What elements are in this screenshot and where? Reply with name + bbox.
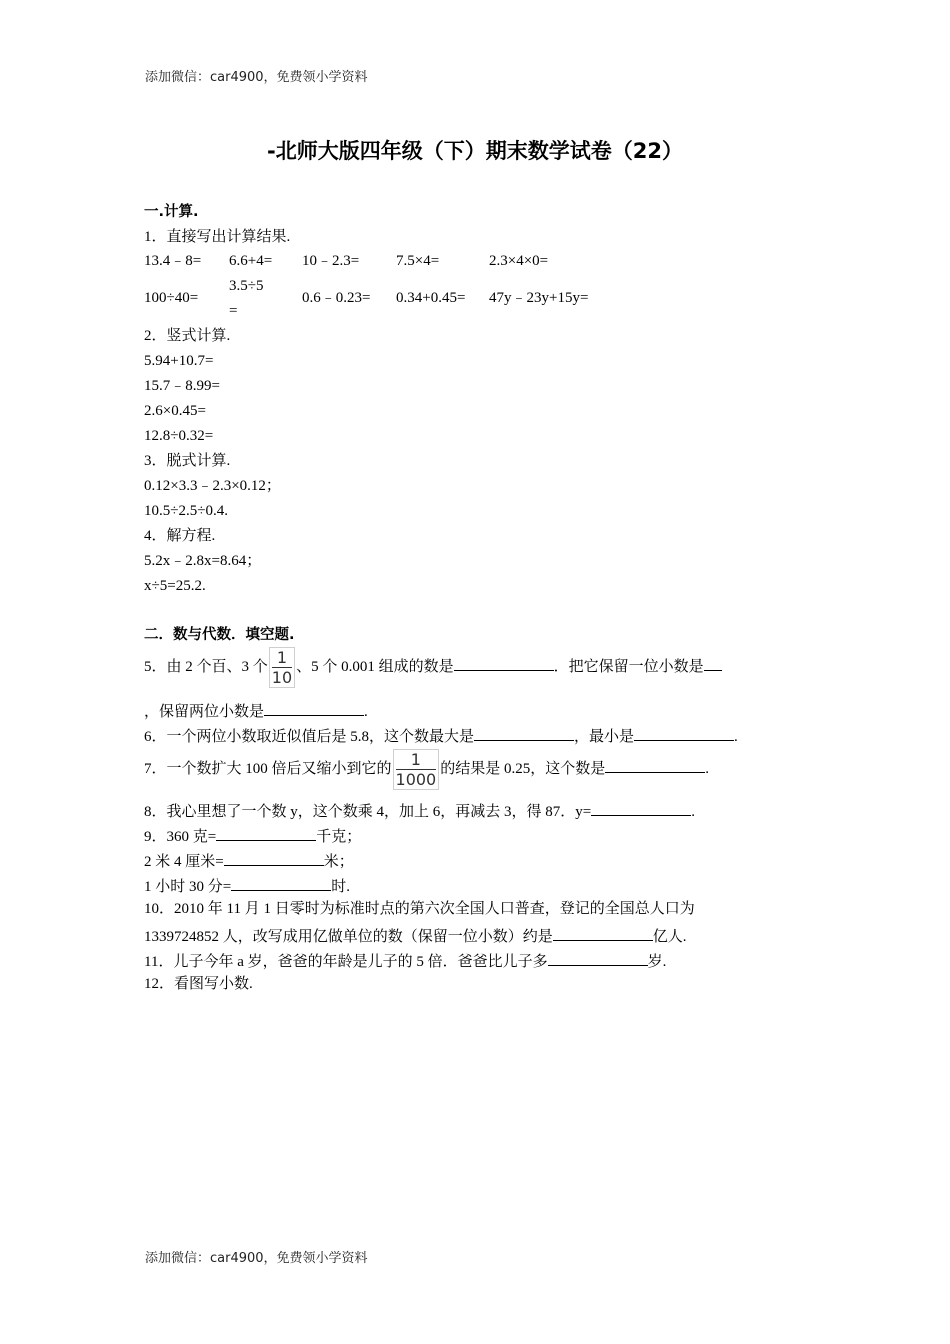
list-item: 5.2x﹣2.8x=8.64； [144, 553, 262, 569]
list-item: 0.12×3.3﹣2.3×0.12； [144, 478, 281, 494]
q5-text-d: ，保留两位小数是 [144, 704, 265, 720]
q7-text-b: 的结果是 0.25，这个数是 [440, 761, 606, 777]
q9-text-a: 9．360 克= [144, 829, 217, 845]
question-1: 1．直接写出计算结果. [144, 229, 291, 245]
list-item: x÷5=25.2. [144, 578, 206, 594]
calc-item: 100÷40= [144, 290, 199, 306]
list-item: 10.5÷2.5÷0.4. [144, 503, 228, 519]
page-footer: 添加微信：car4900，免费领小学资料 [145, 1251, 368, 1266]
question-10-cont [144, 924, 687, 947]
question-4: 4．解方程. [144, 528, 216, 544]
answer-blank[interactable] [224, 849, 324, 866]
calc-item: 6.6+4= [229, 253, 273, 269]
q10-text-a: 1339724852 人，改写成用亿做单位的数（保留一位小数）约是 [144, 929, 553, 945]
fraction-denominator: 10 [271, 668, 293, 688]
q11-text-a: 11．儿子今年 a 岁，爸爸的年龄是儿子的 5 倍．爸爸比儿子多 [144, 954, 548, 970]
fraction-denominator: 1000 [395, 770, 437, 790]
answer-blank[interactable] [231, 874, 331, 891]
q9c-text-b: 时. [331, 879, 350, 895]
q10-text-b: 亿人. [652, 929, 687, 945]
q5-text-a: 5．由 2 个百、3 个 [144, 659, 268, 675]
answer-blank[interactable] [634, 724, 734, 741]
answer-blank[interactable] [264, 699, 364, 716]
answer-blank[interactable] [591, 799, 691, 816]
list-item: 12.8÷0.32= [144, 428, 214, 444]
question-9 [144, 824, 361, 847]
fraction-one-tenth [269, 647, 295, 688]
page-title: -北师大版四年级（下）期末数学试卷（22） [267, 139, 683, 163]
list-item: 2.6×0.45= [144, 403, 206, 419]
calc-item: 0.6﹣0.23= [302, 290, 371, 306]
section-1-heading: 一.计算. [144, 204, 199, 220]
section-2-heading: 二．数与代数．填空题. [144, 627, 295, 643]
answer-blank[interactable] [548, 949, 648, 966]
list-item: 5.94+10.7= [144, 353, 214, 369]
q11-text-b: 岁. [647, 954, 667, 970]
answer-blank[interactable] [605, 756, 705, 773]
q7-text-a: 7．一个数扩大 100 倍后又缩小到它的 [144, 761, 392, 777]
answer-blank[interactable] [216, 824, 316, 841]
page-header: 添加微信：car4900，免费领小学资料 [145, 70, 368, 85]
fraction-numerator: 1 [276, 648, 288, 668]
fraction-one-thousandth [393, 749, 440, 790]
q5-text-c: ．把它保留一位小数是 [553, 659, 704, 675]
q8-text-a: 8．我心里想了一个数 y，这个数乘 4，加上 6，再减去 3，得 87．y= [144, 804, 592, 820]
calc-item: 47y﹣23y+15y= [489, 290, 589, 306]
q9b-text-b: 米； [323, 854, 354, 870]
calc-item: 2.3×4×0= [489, 253, 549, 269]
calc-item-wrap: = [229, 303, 238, 319]
calc-item: 7.5×4= [396, 253, 440, 269]
question-9-b [144, 849, 354, 872]
question-6 [144, 724, 738, 747]
question-9-c [144, 874, 350, 897]
calc-item: 3.5÷5 [229, 278, 264, 294]
q5-text-e: . [364, 704, 368, 720]
list-item: 15.7﹣8.99= [144, 378, 220, 394]
question-7 [144, 746, 709, 792]
question-12: 12．看图写小数. [144, 976, 253, 992]
q8-text-b: . [691, 804, 695, 820]
calc-item: 13.4﹣8= [144, 253, 202, 269]
answer-blank[interactable] [454, 654, 554, 671]
question-11 [144, 949, 666, 972]
q9c-text-a: 1 小时 30 分= [144, 879, 232, 895]
q5-text-b: 、5 个 0.001 组成的数是 [296, 659, 454, 675]
question-5 [144, 646, 722, 688]
question-8 [144, 799, 695, 822]
fraction-numerator: 1 [410, 750, 421, 770]
calc-item: 10﹣2.3= [302, 253, 360, 269]
answer-blank[interactable] [553, 924, 653, 941]
q6-text-a: 6．一个两位小数取近似值后是 5.8，这个数最大是 [144, 729, 475, 745]
question-10: 10．2010 年 11 月 1 日零时为标准时点的第六次全国人口普查，登记的全国总人口为 [144, 901, 695, 917]
q6-text-b: ，最小是 [574, 729, 635, 745]
q6-text-c: . [734, 729, 738, 745]
question-2: 2．竖式计算. [144, 328, 231, 344]
question-5-cont [144, 699, 368, 722]
q7-text-c: . [705, 761, 709, 777]
answer-blank[interactable] [474, 724, 574, 741]
calc-item: 0.34+0.45= [396, 290, 466, 306]
q9b-text-a: 2 米 4 厘米= [144, 854, 224, 870]
question-3: 3．脱式计算. [144, 453, 231, 469]
q9-text-b: 千克； [316, 829, 362, 845]
answer-blank[interactable] [704, 654, 722, 671]
